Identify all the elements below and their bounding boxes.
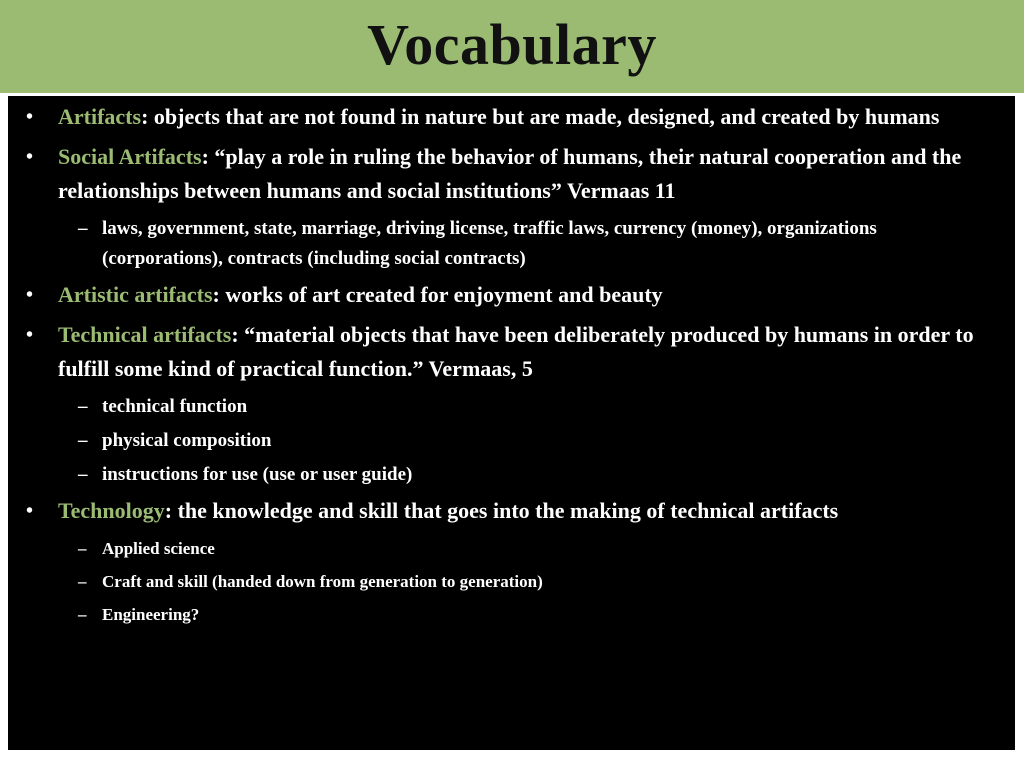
bullet-icon: • [26,106,34,128]
sub-item-text: physical composition [102,430,272,451]
bullet-icon: • [26,146,34,168]
slide-title: Vocabulary [367,12,657,77]
definition: : “material objects that have been deliberately produced by humans in order to fulfill some kind of practical function.” Vermaas, 5 [58,322,974,381]
definition: : works of art created for enjoyment and beauty [212,282,663,307]
sub-item-text: Engineering? [102,605,200,624]
sub-item-text: laws, government, state, marriage, driving license, traffic laws, currency (money), organizations (corporations), contracts (including social contracts) [102,218,877,269]
sub-item-text: Applied science [102,539,215,558]
dash-icon: – [78,605,87,624]
dash-icon: – [78,218,88,239]
definition: : “play a role in ruling the behavior of humans, their natural cooperation and the relationships between humans and social institutions” Vermaas 11 [58,144,962,203]
list-item-social-artifacts [26,140,991,208]
sub-item [26,567,991,596]
sub-item [26,534,991,563]
term: Technical artifacts [58,322,232,347]
dash-icon: – [78,539,87,558]
bullet-icon: • [26,500,34,522]
title-bar [0,0,1024,93]
list-item-artifacts [26,100,991,134]
term: Social Artifacts [58,144,202,169]
definition: : objects that are not found in nature but are made, designed, and created by humans [141,104,940,129]
sub-item [26,426,991,456]
dash-icon: – [78,572,87,591]
sub-item-text: Craft and skill (handed down from generation to generation) [102,572,543,591]
sub-item-text: technical function [102,396,248,417]
list-item-technology [26,494,991,528]
sub-item [26,460,991,490]
dash-icon: – [78,464,88,485]
list-item-technical-artifacts [26,318,991,386]
vocabulary-list [26,100,991,629]
sub-item [26,600,991,629]
bullet-icon: • [26,284,34,306]
dash-icon: – [78,396,88,417]
content-panel [8,96,1015,750]
term: Artifacts [58,104,142,129]
term: Artistic artifacts [58,282,213,307]
sub-item [26,392,991,422]
bullet-icon: • [26,324,34,346]
sub-item [26,214,991,274]
dash-icon: – [78,430,88,451]
sub-item-text: instructions for use (use or user guide) [102,464,413,485]
definition: : the knowledge and skill that goes into the making of technical artifacts [164,498,839,523]
term: Technology [58,498,165,523]
list-item-artistic-artifacts [26,278,991,312]
